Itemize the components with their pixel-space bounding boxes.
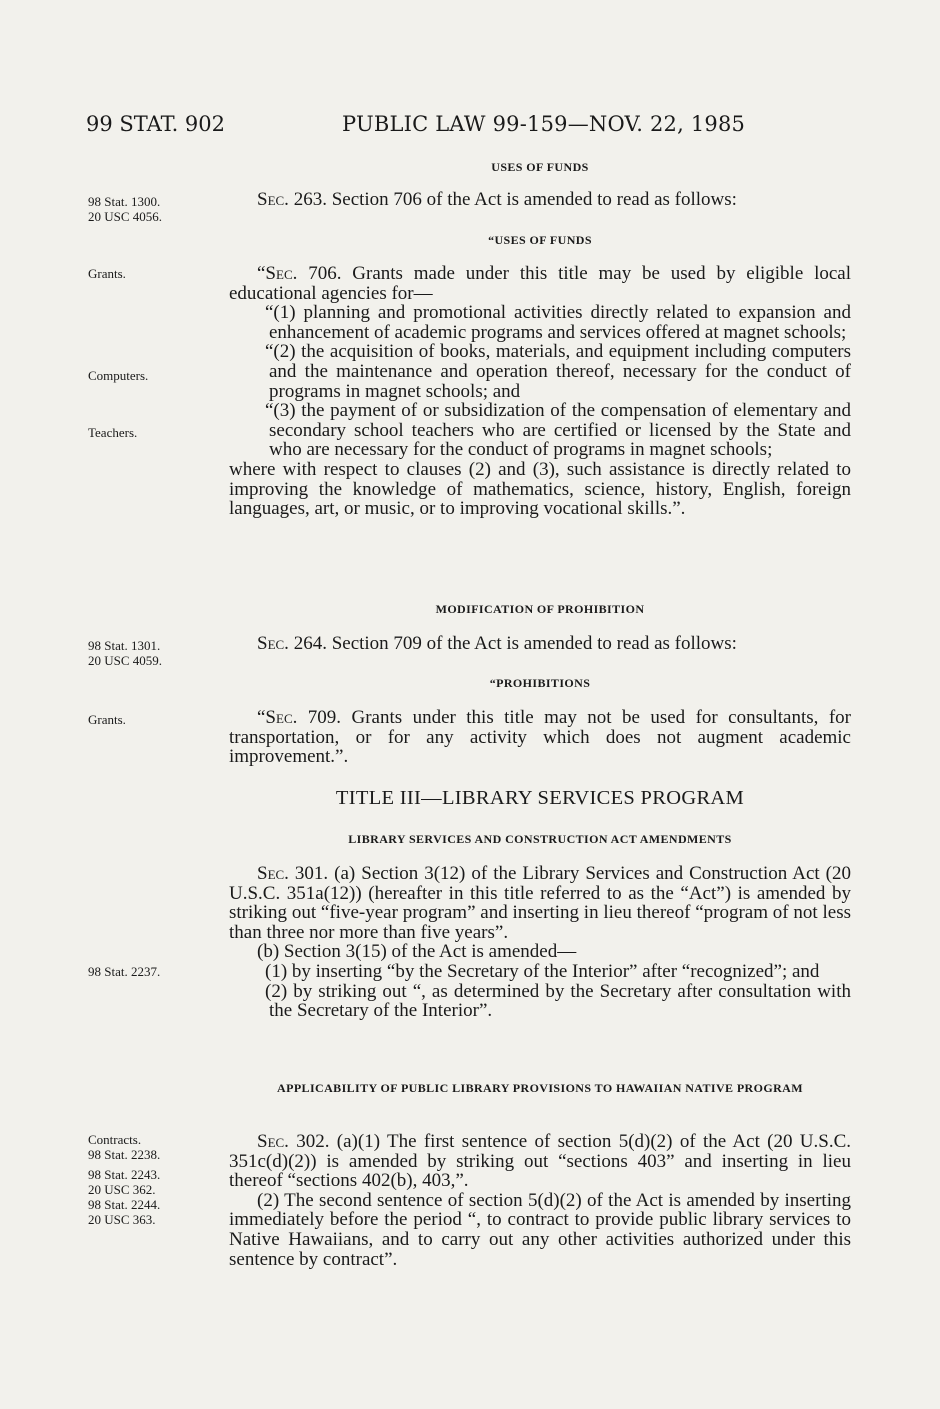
sec-706-tail: where with respect to clauses (2) and (3), such assistance is directly related to improving the knowledge of mathematics, science, history, English, foreign languages, art, or music, or to improving vocational skills.”. bbox=[229, 458, 851, 520]
page-header bbox=[86, 112, 852, 142]
sec-label: “Sec. bbox=[257, 707, 298, 728]
sec-709-paragraph bbox=[229, 708, 851, 767]
sec-706-item-2: “(2) the acquisition of books, materials, and equipment including computers and the maintenance and operation thereof, necessary for the conduct of programs in magnet schools; and bbox=[265, 341, 851, 402]
sec-301-text: 301. (a) Section 3(12) of the Library Services and Construction Act (20 U.S.C. 351a(12)) (hereafter in this title referred to as the “Act”) is amended by striking out “five-year program” and inserting in lieu thereof “program of not less than three nor more than five years”. bbox=[229, 863, 851, 943]
sec-label: Sec. bbox=[257, 1131, 289, 1152]
margin-citation: 20 USC 4059. bbox=[88, 653, 163, 668]
margin-note-grants-2: Grants. bbox=[88, 712, 126, 727]
margin-citation: 98 Stat. 2244. bbox=[88, 1197, 161, 1212]
sec-709-text: 709. Grants under this title may not be used for consultants, for transportation, or for any activity which does not augment academic improvement.”. bbox=[229, 707, 851, 768]
heading-lsca-amendments: LIBRARY SERVICES AND CONSTRUCTION ACT AMENDMENTS bbox=[348, 832, 732, 846]
margin-note-computers: Computers. bbox=[88, 368, 149, 383]
heading-uses-of-funds-quoted: “USES OF FUNDS bbox=[488, 233, 592, 247]
sec-label: Sec. bbox=[257, 189, 289, 210]
sec-301-block bbox=[229, 864, 851, 1021]
sec-263-text: 263. Section 706 of the Act is amended to read as follows: bbox=[288, 189, 737, 210]
margin-note-citation-3: 98 Stat. 2237. bbox=[88, 964, 161, 979]
sec-301-b2: (2) by striking out “, as determined by the Secretary after consultation with the Secretary of the Interior”. bbox=[265, 980, 851, 1022]
heading-hawaiian-native-program: APPLICABILITY OF PUBLIC LIBRARY PROVISIONS TO HAWAIIAN NATIVE PROGRAM bbox=[277, 1081, 803, 1095]
margin-note-citation-1 bbox=[88, 194, 218, 224]
sec-263-paragraph bbox=[229, 190, 851, 210]
sec-302-block bbox=[229, 1132, 851, 1269]
sec-label: Sec. bbox=[257, 863, 289, 884]
sec-label: Sec. bbox=[257, 633, 289, 654]
stat-page-number: 99 STAT. 902 bbox=[86, 112, 226, 136]
margin-note-contracts bbox=[88, 1132, 218, 1227]
margin-citation: 98 Stat. 1300. bbox=[88, 194, 161, 209]
sec-706-text: 706. Grants made under this title may be used by eligible local educational agencies for— bbox=[229, 263, 851, 304]
margin-citation: 98 Stat. 1301. bbox=[88, 638, 161, 653]
margin-citation: 20 USC 4056. bbox=[88, 209, 163, 224]
sec-264-paragraph bbox=[229, 634, 851, 654]
margin-note-citation-2 bbox=[88, 638, 218, 668]
sec-302-2: (2) The second sentence of section 5(d)(2) of the Act is amended by inserting immediately before the period “, to contract to provide public library services to Native Hawaiians, and to carry out any other activities authorized under this sentence by contract”. bbox=[229, 1189, 851, 1270]
title-iii-heading: TITLE III—LIBRARY SERVICES PROGRAM bbox=[335, 787, 745, 809]
sec-706-block bbox=[229, 264, 851, 519]
heading-uses-of-funds: USES OF FUNDS bbox=[491, 160, 589, 174]
sec-301-b: (b) Section 3(15) of the Act is amended— bbox=[257, 941, 577, 963]
margin-citation: 20 USC 363. bbox=[88, 1212, 156, 1227]
sec-264-text: 264. Section 709 of the Act is amended to read as follows: bbox=[288, 633, 737, 654]
margin-citation: 98 Stat. 2243. bbox=[88, 1167, 161, 1182]
sec-301-b1: (1) by inserting “by the Secretary of the Interior” after “recognized”; and bbox=[265, 960, 820, 982]
margin-citation: 20 USC 362. bbox=[88, 1182, 156, 1197]
sec-label: “Sec. bbox=[257, 263, 298, 284]
margin-note-teachers: Teachers. bbox=[88, 425, 138, 440]
margin-note-label: Contracts. bbox=[88, 1132, 142, 1147]
margin-citation: 98 Stat. 2238. bbox=[88, 1147, 161, 1162]
sec-302-text: 302. (a)(1) The first sentence of section 5(d)(2) of the Act (20 U.S.C. 351c(d)(2)) is amended by striking out “sections 403” and inserting in lieu thereof “sections 402(b), 403,”. bbox=[229, 1131, 851, 1192]
law-title: PUBLIC LAW 99-159—NOV. 22, 1985 bbox=[342, 112, 746, 136]
sec-706-item-1: “(1) planning and promotional activities directly related to expansion and enhancement of academic programs and services offered at magnet schools; bbox=[265, 302, 851, 343]
sec-706-item-3: “(3) the payment of or subsidization of the compensation of elementary and secondary school teachers who are certified or licensed by the State and who are necessary for the conduct of programs in magnet schools; bbox=[265, 400, 851, 461]
margin-note-grants: Grants. bbox=[88, 266, 126, 281]
heading-prohibitions: “PROHIBITIONS bbox=[489, 676, 591, 690]
heading-modification-of-prohibition: MODIFICATION OF PROHIBITION bbox=[435, 602, 645, 616]
